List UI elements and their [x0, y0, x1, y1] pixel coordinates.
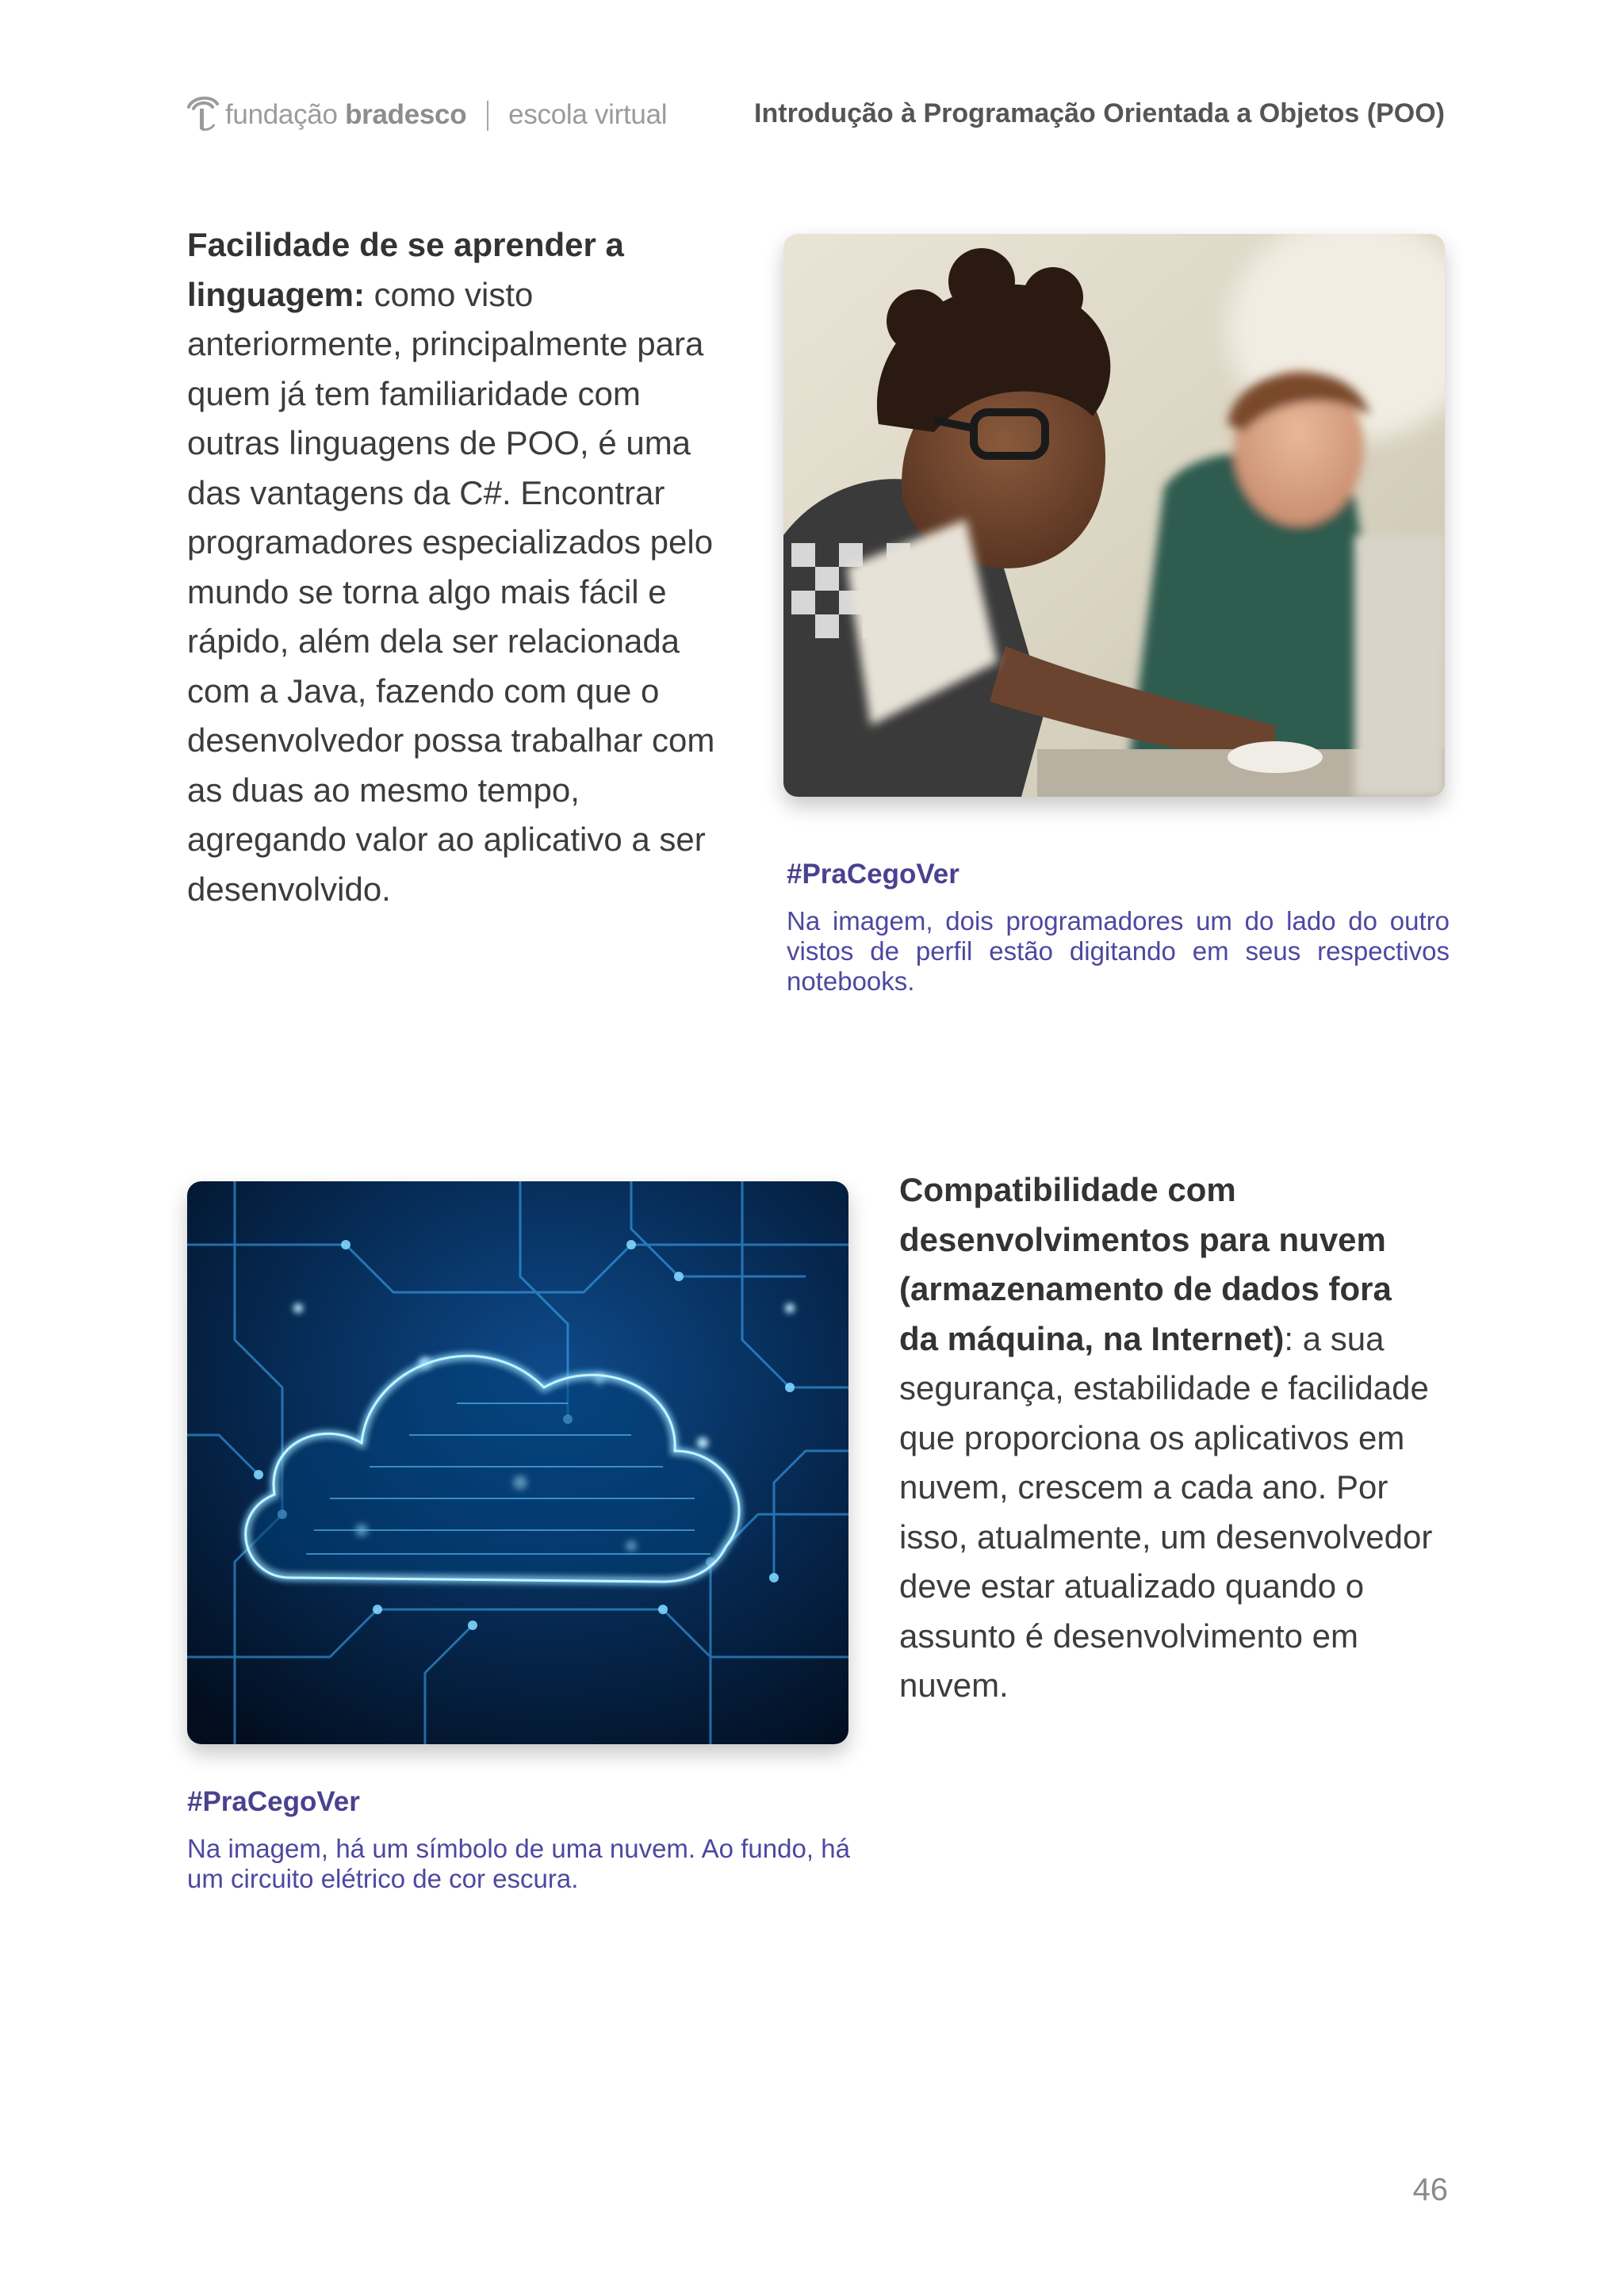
brand-logo: [184, 89, 667, 141]
page-number: 46: [1412, 2172, 1448, 2207]
document-title: Introdução à Programação Orientada a Objetos (POO): [754, 98, 1445, 128]
paragraph-learning-ease: [187, 220, 742, 914]
logo-divider: [487, 101, 488, 131]
cloud-circuit-photo: [187, 1181, 848, 1744]
caption-tag: #PraCegoVer: [187, 1786, 360, 1817]
paragraph-heading: Compatibilidade com desenvolvimentos para nuvem (armazenamento de dados fora da máquina, na Internet): [899, 1171, 1392, 1357]
paragraph-body: como visto anteriormente, principalmente para quem já tem familiaridade com outras linguagens de POO, é uma das vantagens da C#. Encontrar programadores especializados pelo mundo se torna algo mais fácil e rápido, além dela ser relacionada com a Java, fazendo com que o desenvolvedor possa trabalhar com as duas ao mesmo tempo, agregando valor ao aplicativo a ser desenvolvido.: [187, 275, 715, 908]
tree-icon: [184, 93, 222, 137]
logo-word-fundacao: fundação: [225, 98, 338, 130]
logo-word-escola-virtual: escola virtual: [508, 98, 668, 130]
paragraph-body: : a sua segurança, estabilidade e facilidade que proporciona os aplicativos em nuvem, crescem a cada ano. Por isso, atualmente, um desenvolvedor deve estar atualizado quando o assunto é desenvolvimento em nuvem.: [899, 1319, 1433, 1704]
image-caption: Na imagem, há um símbolo de uma nuvem. Ao fundo, há um circuito elétrico de cor escura.: [187, 1834, 850, 1893]
programmers-photo: [783, 234, 1445, 797]
paragraph-heading: Facilidade de se aprender a linguagem:: [187, 226, 624, 313]
image-caption: Na imagem, dois programadores um do lado do outro vistos de perfil estão digitando em seus respectivos notebooks.: [787, 906, 1450, 996]
paragraph-cloud-compatibility: [899, 1165, 1438, 1711]
logo-word-bradesco: bradesco: [345, 98, 467, 130]
caption-tag: #PraCegoVer: [787, 859, 959, 890]
